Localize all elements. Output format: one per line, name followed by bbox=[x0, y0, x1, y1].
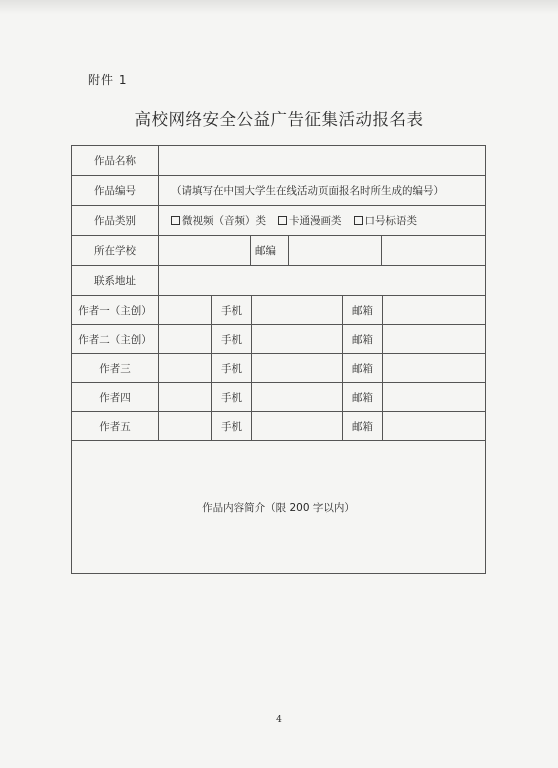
email-field[interactable] bbox=[383, 412, 485, 440]
phone-field[interactable] bbox=[252, 296, 343, 324]
row-school bbox=[72, 236, 485, 266]
address-label: 联系地址 bbox=[72, 266, 159, 295]
postcode-field-extra[interactable] bbox=[382, 236, 485, 265]
email-field[interactable] bbox=[383, 354, 485, 382]
email-label: 邮箱 bbox=[343, 383, 383, 411]
school-label: 所在学校 bbox=[72, 236, 159, 265]
phone-label: 手机 bbox=[212, 354, 252, 382]
row-author-5 bbox=[72, 412, 485, 441]
page-title: 高校网络安全公益广告征集活动报名表 bbox=[134, 110, 424, 129]
summary-area[interactable] bbox=[72, 441, 485, 573]
email-label: 邮箱 bbox=[343, 412, 383, 440]
phone-label: 手机 bbox=[212, 325, 252, 353]
author-label: 作者五 bbox=[72, 412, 159, 440]
postcode-label: 邮编 bbox=[251, 236, 289, 265]
phone-label: 手机 bbox=[212, 412, 252, 440]
attachment-label: 附件 1 bbox=[88, 73, 128, 87]
checkbox-icon[interactable] bbox=[278, 216, 287, 225]
row-work-name bbox=[72, 146, 485, 176]
category-option-label: 口号标语类 bbox=[364, 215, 417, 227]
author-name-field[interactable] bbox=[159, 325, 212, 353]
category-option-label: 卡通漫画类 bbox=[289, 215, 342, 227]
row-address bbox=[72, 266, 485, 296]
phone-field[interactable] bbox=[252, 325, 343, 353]
author-label: 作者四 bbox=[72, 383, 159, 411]
category-option-slogan[interactable] bbox=[354, 213, 418, 228]
author-label: 作者一（主创） bbox=[72, 296, 159, 324]
checkbox-icon[interactable] bbox=[171, 216, 180, 225]
checkbox-icon[interactable] bbox=[354, 216, 363, 225]
work-name-label: 作品名称 bbox=[72, 146, 159, 175]
author-name-field[interactable] bbox=[159, 296, 212, 324]
work-number-field[interactable]: （请填写在中国大学生在线活动页面报名时所生成的编号） bbox=[171, 185, 444, 197]
email-label: 邮箱 bbox=[343, 354, 383, 382]
work-name-field[interactable] bbox=[159, 146, 485, 175]
email-label: 邮箱 bbox=[343, 325, 383, 353]
summary-label: 作品内容简介（限 200 字以内） bbox=[202, 501, 355, 514]
postcode-field[interactable] bbox=[289, 236, 382, 265]
address-field[interactable] bbox=[159, 266, 485, 295]
row-author-2 bbox=[72, 325, 485, 354]
category-options bbox=[159, 206, 485, 235]
phone-field[interactable] bbox=[252, 354, 343, 382]
row-work-number bbox=[72, 176, 485, 206]
category-option-video[interactable] bbox=[171, 213, 266, 228]
phone-label: 手机 bbox=[212, 296, 252, 324]
work-number-label: 作品编号 bbox=[72, 176, 159, 205]
category-option-label: 微视频（音频）类 bbox=[182, 215, 266, 227]
email-label: 邮箱 bbox=[343, 296, 383, 324]
registration-form-table bbox=[71, 145, 486, 574]
row-author-1 bbox=[72, 296, 485, 325]
school-field[interactable] bbox=[159, 236, 251, 265]
author-label: 作者二（主创） bbox=[72, 325, 159, 353]
category-label: 作品类别 bbox=[72, 206, 159, 235]
phone-field[interactable] bbox=[252, 412, 343, 440]
row-author-4 bbox=[72, 383, 485, 412]
author-name-field[interactable] bbox=[159, 383, 212, 411]
row-category bbox=[72, 206, 485, 236]
email-field[interactable] bbox=[383, 296, 485, 324]
phone-field[interactable] bbox=[252, 383, 343, 411]
author-name-field[interactable] bbox=[159, 412, 212, 440]
category-option-cartoon[interactable] bbox=[278, 213, 342, 228]
row-author-3 bbox=[72, 354, 485, 383]
author-name-field[interactable] bbox=[159, 354, 212, 382]
page-number: 4 bbox=[276, 715, 282, 725]
email-field[interactable] bbox=[383, 383, 485, 411]
author-label: 作者三 bbox=[72, 354, 159, 382]
phone-label: 手机 bbox=[212, 383, 252, 411]
scan-edge bbox=[0, 0, 558, 14]
email-field[interactable] bbox=[383, 325, 485, 353]
